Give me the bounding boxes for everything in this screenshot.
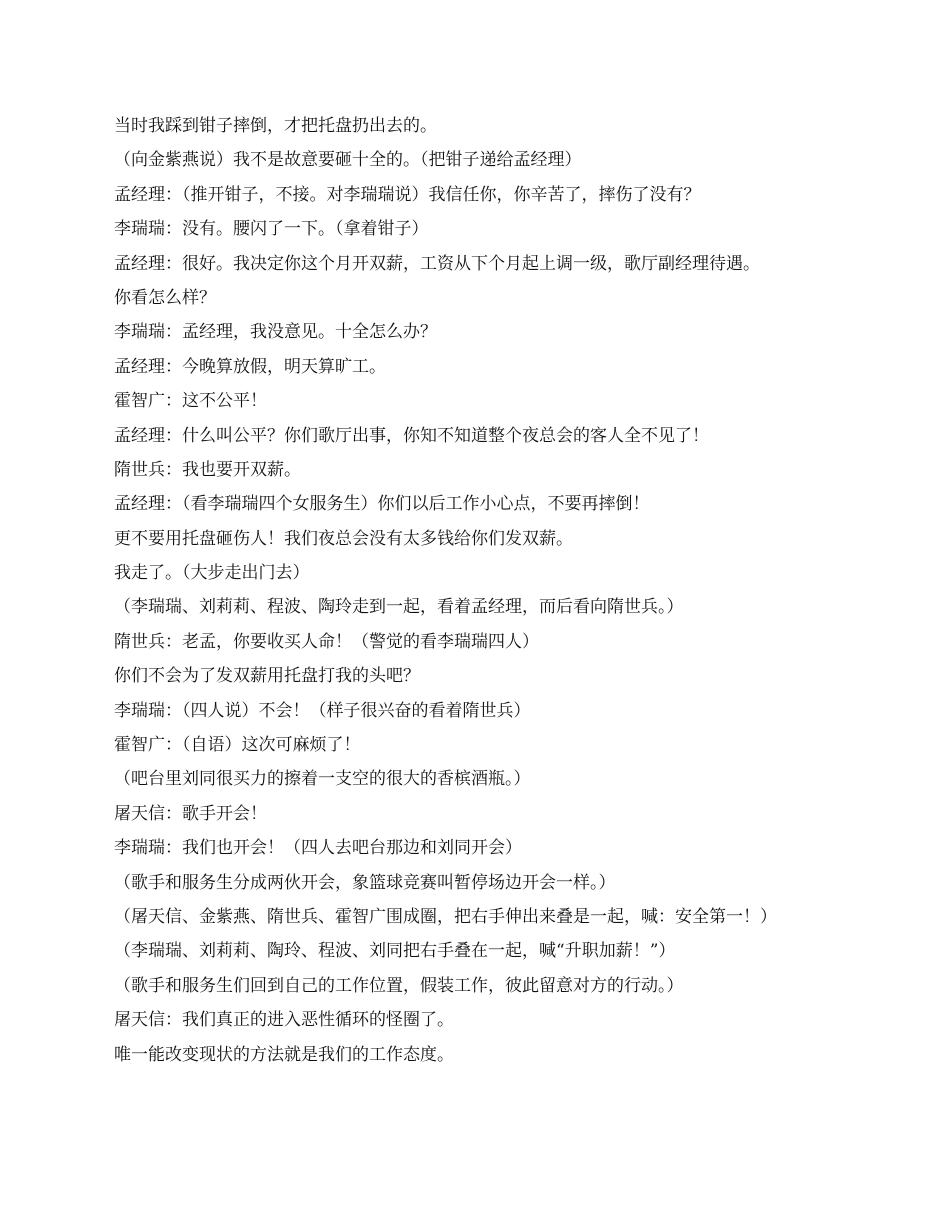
script-line: 屠天信：歌手开会！: [114, 803, 267, 824]
script-line: 孟经理：很好。我决定你这个月开双薪，工资从下个月起上调一级，歌厅副经理待遇。: [114, 253, 760, 274]
script-line: 隋世兵：我也要开双薪。: [114, 459, 301, 480]
script-line: 李瑞瑞：孟经理，我没意见。十全怎么办？: [114, 322, 437, 343]
script-line: 你看怎么样？: [114, 287, 216, 308]
script-line: （吧台里刘同很买力的擦着一支空的很大的香槟酒瓶。）: [114, 769, 531, 790]
script-line: （屠天信、金紫燕、隋世兵、霍智广围成圈，把右手伸出来叠是一起，喊：安全第一！）: [114, 906, 777, 927]
script-line: 霍智广：（自语）这次可麻烦了！: [114, 735, 361, 756]
script-line: 屠天信：我们真正的进入恶性循环的怪圈了。: [114, 1010, 454, 1031]
script-line: 更不要用托盘砸伤人！我们夜总会没有太多钱给你们发双薪。: [114, 528, 573, 549]
script-line: （向金紫燕说）我不是故意要砸十全的。（把钳子递给孟经理）: [114, 150, 582, 171]
script-text-body: [114, 109, 874, 1072]
script-line: 当时我踩到钳子摔倒，才把托盘扔出去的。: [114, 116, 437, 136]
script-line: 李瑞瑞：我们也开会！（四人去吧台那边和刘同开会）: [114, 838, 522, 859]
script-line: 孟经理：什么叫公平？你们歌厅出事，你知不知道整个夜总会的客人全不见了！: [114, 425, 709, 446]
script-line: 霍智广：这不公平！: [114, 391, 267, 412]
script-line: （歌手和服务生们回到自己的工作位置，假装工作，彼此留意对方的行动。）: [114, 975, 684, 996]
script-line: 我走了。（大步走出门去）: [114, 563, 310, 584]
script-line: 孟经理：今晚算放假，明天算旷工。: [114, 356, 386, 377]
script-line: 孟经理：（看李瑞瑞四个女服务生）你们以后工作小心点，不要再摔倒！: [114, 494, 650, 515]
script-line: 李瑞瑞：（四人说）不会！（样子很兴奋的看着隋世兵）: [114, 700, 531, 721]
script-line: （李瑞瑞、刘莉莉、程波、陶玲走到一起，看着孟经理，而后看向隋世兵。）: [114, 597, 684, 618]
script-line: 唯一能改变现状的方法就是我们的工作态度。: [114, 1044, 454, 1065]
script-line: 孟经理：（推开钳子，不接。对李瑞瑞说）我信任你，你辛苦了，摔伤了没有？: [114, 184, 701, 205]
script-line: （歌手和服务生分成两伙开会，象篮球竞赛叫暂停场边开会一样。）: [114, 872, 616, 893]
script-line: 隋世兵：老孟，你要收买人命！（警觉的看李瑞瑞四人）: [114, 631, 539, 652]
script-line: 李瑞瑞：没有。腰闪了一下。（拿着钳子）: [114, 219, 429, 240]
script-line: 你们不会为了发双薪用托盘打我的头吧？: [114, 666, 420, 687]
script-line: （李瑞瑞、刘莉莉、陶玲、程波、刘同把右手叠在一起，喊“升职加薪！”）: [114, 941, 676, 962]
